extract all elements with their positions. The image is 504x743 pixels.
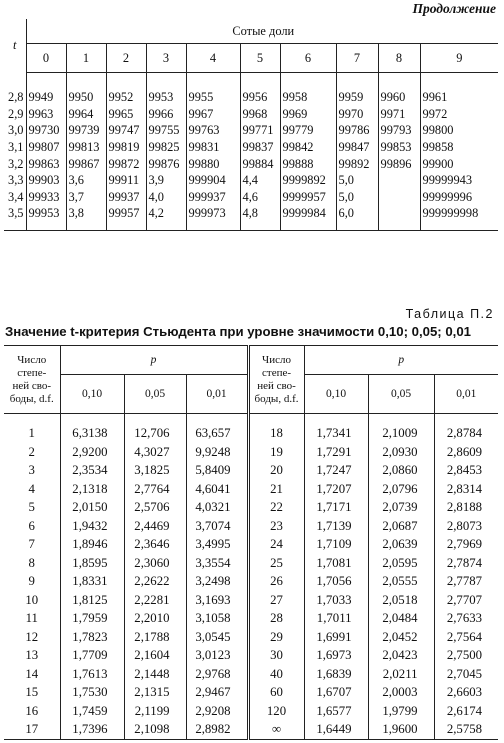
value-cell: 9965 xyxy=(106,106,146,123)
value-cell: 99837 xyxy=(240,139,280,156)
t-critical-cell: 2,0211 xyxy=(368,665,434,684)
t-critical-cell: 2,0452 xyxy=(368,628,434,647)
t-critical-cell: 63,657 xyxy=(186,424,248,443)
t-critical-cell: 3,1825 xyxy=(124,461,186,480)
value-cell: 9958 xyxy=(280,89,336,106)
t-critical-cell: 5,8409 xyxy=(186,461,248,480)
value-cell: 9955 xyxy=(186,89,240,106)
df-cell: 60 xyxy=(248,683,304,702)
t-critical-cell: 1,7291 xyxy=(304,443,368,462)
df-cell: 11 xyxy=(25,611,38,626)
value-cell: 99847 xyxy=(336,139,378,156)
t-critical-cell: 2,1448 xyxy=(124,665,186,684)
t-critical-cell: 1,9600 xyxy=(368,720,434,739)
df-cell: 30 xyxy=(248,646,304,665)
df-cell: 29 xyxy=(248,628,304,647)
table-row xyxy=(4,205,498,222)
table-row xyxy=(4,720,498,739)
t-critical-cell: 1,7709 xyxy=(60,646,124,665)
value-cell: 99911 xyxy=(106,172,146,189)
t-critical-cell: 1,6991 xyxy=(304,628,368,647)
value-cell: 99900 xyxy=(420,155,498,172)
value-cell: 99807 xyxy=(28,140,60,155)
df-cell: 18 xyxy=(248,424,304,443)
t-critical-cell: 1,9432 xyxy=(60,517,124,536)
value-cell: 99730 xyxy=(28,123,60,138)
t-critical-cell: 2,7045 xyxy=(434,665,498,684)
t-critical-cell: 2,8073 xyxy=(434,517,498,536)
t-critical-cell: 2,0518 xyxy=(368,591,434,610)
df-cell: 15 xyxy=(25,685,39,700)
t-critical-cell: 2,7874 xyxy=(434,554,498,573)
table-row xyxy=(4,591,498,610)
df-cell: 8 xyxy=(28,555,35,570)
t-critical-cell: 1,7341 xyxy=(304,424,368,443)
value-cell: 99771 xyxy=(240,122,280,139)
table-row xyxy=(4,628,498,647)
table-row xyxy=(4,665,498,684)
t-critical-cell: 2,9208 xyxy=(186,702,248,721)
t-critical-cell: 2,7969 xyxy=(434,535,498,554)
t-value-cell: 3,0 xyxy=(4,122,26,139)
df-cell: 10 xyxy=(25,592,39,607)
column-header: 5 xyxy=(240,44,280,73)
t-critical-cell: 2,6603 xyxy=(434,683,498,702)
t-critical-cell: 1,7081 xyxy=(304,554,368,573)
p-header-right: p xyxy=(304,346,498,375)
value-cell: 9999957 xyxy=(280,189,336,206)
t-critical-cell: 1,7139 xyxy=(304,517,368,536)
value-cell: 999937 xyxy=(186,189,240,206)
t-critical-cell: 1,7959 xyxy=(60,609,124,628)
value-cell: 99903 xyxy=(28,173,60,188)
t-critical-cell: 1,7823 xyxy=(60,628,124,647)
df-cell: 19 xyxy=(248,443,304,462)
student-t-table xyxy=(4,345,498,740)
t-critical-cell: 2,7633 xyxy=(434,609,498,628)
value-cell: 9966 xyxy=(146,106,186,123)
value-cell: 99892 xyxy=(336,155,378,172)
t-critical-cell: 2,0484 xyxy=(368,609,434,628)
t-critical-cell: 1,7109 xyxy=(304,535,368,554)
column-header: 8 xyxy=(378,44,420,73)
value-cell: 9960 xyxy=(378,89,420,106)
df-cell: 40 xyxy=(248,665,304,684)
value-cell: 9971 xyxy=(378,106,420,123)
table-row xyxy=(4,702,498,721)
t-critical-cell: 2,1604 xyxy=(124,646,186,665)
value-cell: 9964 xyxy=(66,106,106,123)
t-critical-cell: 2,2281 xyxy=(124,591,186,610)
column-header: 3 xyxy=(146,44,186,73)
t-value-cell: 3,4 xyxy=(4,189,26,206)
value-cell: 9953 xyxy=(146,89,186,106)
value-cell: 9963 xyxy=(28,106,54,121)
t-critical-cell: 2,0687 xyxy=(368,517,434,536)
df-cell: 20 xyxy=(248,461,304,480)
t-critical-cell: 1,7056 xyxy=(304,572,368,591)
t-critical-cell: 1,9799 xyxy=(368,702,434,721)
t-critical-cell: 2,0150 xyxy=(60,498,124,517)
value-cell: 999904 xyxy=(186,172,240,189)
value-cell: 9956 xyxy=(240,89,280,106)
value-cell: 99999943 xyxy=(420,172,498,189)
table-row xyxy=(4,554,498,573)
value-cell: 9968 xyxy=(240,106,280,123)
value-cell: 99896 xyxy=(378,155,420,172)
value-cell: 4,0 xyxy=(146,189,186,206)
t-critical-cell: 2,9200 xyxy=(60,443,124,462)
p-level-left: 0,05 xyxy=(124,375,186,414)
t-critical-cell: 2,3646 xyxy=(124,535,186,554)
df-cell: 27 xyxy=(248,591,304,610)
t-critical-cell: 2,1009 xyxy=(368,424,434,443)
value-cell: 99763 xyxy=(186,122,240,139)
df-cell: 1 xyxy=(28,426,35,441)
value-cell: 99933 xyxy=(28,189,60,204)
t-critical-cell: 2,0739 xyxy=(368,498,434,517)
df-cell: 14 xyxy=(25,666,39,681)
value-cell: 99957 xyxy=(106,205,146,222)
t-critical-cell: 3,1693 xyxy=(186,591,248,610)
value-cell: 99863 xyxy=(28,156,60,171)
table-row xyxy=(4,683,498,702)
t-critical-cell: 3,4995 xyxy=(186,535,248,554)
value-cell: 99747 xyxy=(106,122,146,139)
t-critical-cell: 1,7011 xyxy=(304,609,368,628)
df-cell: 4 xyxy=(28,481,35,496)
t-critical-cell: 2,7787 xyxy=(434,572,498,591)
value-cell: 99880 xyxy=(186,155,240,172)
value-cell: 3,9 xyxy=(146,172,186,189)
df-cell: 3 xyxy=(28,463,35,478)
t-critical-cell: 2,7707 xyxy=(434,591,498,610)
table-row xyxy=(4,89,498,106)
t-critical-cell: 2,9768 xyxy=(186,665,248,684)
t-critical-cell: 1,8946 xyxy=(60,535,124,554)
group-header: Сотые доли xyxy=(26,19,498,44)
p-level-left: 0,01 xyxy=(186,375,248,414)
p-level-right: 0,01 xyxy=(434,375,498,414)
column-header: 6 xyxy=(280,44,336,73)
column-header: 1 xyxy=(66,44,106,73)
t-critical-cell: 2,1788 xyxy=(124,628,186,647)
df-cell: 2 xyxy=(28,444,35,459)
t-critical-cell: 1,7247 xyxy=(304,461,368,480)
df-cell: 25 xyxy=(248,554,304,573)
p-header-left: p xyxy=(60,346,248,375)
t-critical-cell: 1,7396 xyxy=(60,720,124,739)
value-cell: 9970 xyxy=(336,106,378,123)
t-critical-cell: 6,3138 xyxy=(60,424,124,443)
t-value-cell: 3,1 xyxy=(4,139,26,156)
column-header: 7 xyxy=(336,44,378,73)
table-title: Значение t-критерия Стьюдента при уровне значимости 0,10; 0,05; 0,01 xyxy=(5,324,472,339)
p-level-right: 0,10 xyxy=(304,375,368,414)
value-cell: 99853 xyxy=(378,139,420,156)
t-critical-cell: 1,7613 xyxy=(60,665,124,684)
table-row xyxy=(4,498,498,517)
value-cell: 9999984 xyxy=(280,205,336,222)
t-critical-cell: 2,4469 xyxy=(124,517,186,536)
value-cell: 9949 xyxy=(28,90,54,105)
t-value-cell: 2,8 xyxy=(4,89,26,106)
t-critical-cell: 2,1315 xyxy=(124,683,186,702)
t-critical-cell: 2,2622 xyxy=(124,572,186,591)
t-critical-cell: 2,3060 xyxy=(124,554,186,573)
t-critical-cell: 2,7500 xyxy=(434,646,498,665)
t-value-cell: 2,9 xyxy=(4,106,26,123)
value-cell: 9972 xyxy=(420,106,498,123)
t-critical-cell: 2,8314 xyxy=(434,480,498,499)
t-critical-cell: 1,6839 xyxy=(304,665,368,684)
value-cell: 9961 xyxy=(420,89,498,106)
t-critical-cell: 1,7530 xyxy=(60,683,124,702)
t-value-cell: 3,2 xyxy=(4,155,26,172)
value-cell xyxy=(378,189,420,206)
value-cell: 9959 xyxy=(336,89,378,106)
value-cell: 9950 xyxy=(66,89,106,106)
t-critical-cell: 1,6707 xyxy=(304,683,368,702)
table-row xyxy=(4,517,498,536)
t-critical-cell: 2,7564 xyxy=(434,628,498,647)
normal-distribution-table-continued xyxy=(4,19,498,231)
t-critical-cell: 2,1098 xyxy=(124,720,186,739)
t-critical-cell: 2,8453 xyxy=(434,461,498,480)
t-value-cell: 3,5 xyxy=(4,205,26,222)
value-cell: 5,0 xyxy=(336,172,378,189)
continuation-label: Продолжение xyxy=(412,1,496,16)
t-critical-cell: 2,8188 xyxy=(434,498,498,517)
df-cell: 26 xyxy=(248,572,304,591)
value-cell: 99842 xyxy=(280,139,336,156)
t-critical-cell: 1,8331 xyxy=(60,572,124,591)
df-cell: 5 xyxy=(28,500,35,515)
value-cell: 9969 xyxy=(280,106,336,123)
df-cell: 6 xyxy=(28,518,35,533)
value-cell: 99793 xyxy=(378,122,420,139)
t-value-cell: 3,3 xyxy=(4,172,26,189)
t-critical-cell: 2,0003 xyxy=(368,683,434,702)
column-header: 0 xyxy=(26,44,66,73)
table-label: Таблица П.2 xyxy=(405,307,494,321)
df-cell: 21 xyxy=(248,480,304,499)
df-cell: 22 xyxy=(248,498,304,517)
p-level-left: 0,10 xyxy=(60,375,124,414)
t-critical-cell: 1,8595 xyxy=(60,554,124,573)
t-critical-cell: 2,9467 xyxy=(186,683,248,702)
df-cell: 7 xyxy=(28,537,35,552)
value-cell: 99937 xyxy=(106,189,146,206)
value-cell: 4,4 xyxy=(240,172,280,189)
value-cell: 99755 xyxy=(146,122,186,139)
t-critical-cell: 2,0930 xyxy=(368,443,434,462)
df-cell: 17 xyxy=(4,720,60,739)
t-critical-cell: 2,0796 xyxy=(368,480,434,499)
t-critical-cell: 1,6577 xyxy=(304,702,368,721)
t-critical-cell: 1,7207 xyxy=(304,480,368,499)
value-cell: 99858 xyxy=(420,139,498,156)
value-cell: 99800 xyxy=(420,122,498,139)
p-level-right: 0,05 xyxy=(368,375,434,414)
df-cell: 24 xyxy=(248,535,304,554)
table-row xyxy=(4,609,498,628)
df-cell: 9 xyxy=(28,574,35,589)
table-row xyxy=(4,443,498,462)
t-critical-cell: 1,6973 xyxy=(304,646,368,665)
df-header-left: Число степе- ней сво- боды, d.f. xyxy=(4,346,60,414)
value-cell: 99813 xyxy=(66,139,106,156)
t-critical-cell: 2,2010 xyxy=(124,609,186,628)
value-cell: 3,7 xyxy=(66,189,106,206)
t-critical-cell: 2,8784 xyxy=(434,424,498,443)
t-critical-cell: 3,3554 xyxy=(186,554,248,573)
table-row xyxy=(4,189,498,206)
value-cell: 3,6 xyxy=(66,172,106,189)
value-cell: 99867 xyxy=(66,155,106,172)
t-critical-cell: 9,9248 xyxy=(186,443,248,462)
table-row xyxy=(4,122,498,139)
df-cell: 120 xyxy=(248,702,304,721)
value-cell: 99953 xyxy=(28,206,60,221)
t-critical-cell: 2,0595 xyxy=(368,554,434,573)
t-critical-cell: 2,7764 xyxy=(124,480,186,499)
df-cell: 28 xyxy=(248,609,304,628)
t-critical-cell: 2,1318 xyxy=(60,480,124,499)
value-cell: 9999892 xyxy=(280,172,336,189)
column-header: 2 xyxy=(106,44,146,73)
t-critical-cell: 2,5706 xyxy=(124,498,186,517)
t-critical-cell: 3,1058 xyxy=(186,609,248,628)
t-critical-cell: 3,7074 xyxy=(186,517,248,536)
value-cell xyxy=(378,205,420,222)
value-cell: 6,0 xyxy=(336,205,378,222)
table-row xyxy=(4,139,498,156)
value-cell: 99819 xyxy=(106,139,146,156)
df-cell: 13 xyxy=(25,648,39,663)
t-critical-cell: 3,0123 xyxy=(186,646,248,665)
value-cell: 4,6 xyxy=(240,189,280,206)
t-critical-cell: 3,2498 xyxy=(186,572,248,591)
t-critical-cell: 1,7033 xyxy=(304,591,368,610)
t-critical-cell: 2,8982 xyxy=(186,720,248,739)
t-critical-cell: 1,8125 xyxy=(60,591,124,610)
t-header: t xyxy=(4,19,26,73)
t-critical-cell: 12,706 xyxy=(124,424,186,443)
value-cell: 99739 xyxy=(66,122,106,139)
t-critical-cell: 2,1199 xyxy=(124,702,186,721)
value-cell: 99884 xyxy=(240,155,280,172)
t-critical-cell: 4,6041 xyxy=(186,480,248,499)
value-cell: 99872 xyxy=(106,155,146,172)
table-row xyxy=(4,535,498,554)
df-cell: 23 xyxy=(248,517,304,536)
value-cell: 999973 xyxy=(186,205,240,222)
table-row xyxy=(4,172,498,189)
t-critical-cell: 1,7459 xyxy=(60,702,124,721)
table-row xyxy=(4,106,498,123)
value-cell: 99999996 xyxy=(420,189,498,206)
df-cell: 12 xyxy=(25,629,39,644)
df-cell: 16 xyxy=(25,703,39,718)
df-header-right: Число степе- ней сво- боды, d.f. xyxy=(248,346,304,414)
t-critical-cell: 2,0555 xyxy=(368,572,434,591)
t-critical-cell: 2,5758 xyxy=(434,720,498,739)
value-cell: 5,0 xyxy=(336,189,378,206)
t-critical-cell: 4,3027 xyxy=(124,443,186,462)
column-header: 4 xyxy=(186,44,240,73)
table-row xyxy=(4,424,498,443)
t-critical-cell: 4,0321 xyxy=(186,498,248,517)
value-cell: 99825 xyxy=(146,139,186,156)
t-critical-cell: 3,0545 xyxy=(186,628,248,647)
value-cell: 9967 xyxy=(186,106,240,123)
df-cell: ∞ xyxy=(248,720,304,739)
t-critical-cell: 2,0423 xyxy=(368,646,434,665)
t-critical-cell: 2,6174 xyxy=(434,702,498,721)
t-critical-cell: 1,7171 xyxy=(304,498,368,517)
table-row xyxy=(4,155,498,172)
value-cell: 99888 xyxy=(280,155,336,172)
value-cell: 4,8 xyxy=(240,205,280,222)
value-cell: 99779 xyxy=(280,122,336,139)
value-cell: 3,8 xyxy=(66,205,106,222)
value-cell: 9952 xyxy=(106,89,146,106)
table-row xyxy=(4,646,498,665)
value-cell: 99786 xyxy=(336,122,378,139)
value-cell xyxy=(378,172,420,189)
column-header: 9 xyxy=(420,44,498,73)
table-row xyxy=(4,572,498,591)
t-critical-cell: 2,3534 xyxy=(60,461,124,480)
t-critical-cell: 1,6449 xyxy=(304,720,368,739)
t-critical-cell: 2,0860 xyxy=(368,461,434,480)
t-critical-cell: 2,8609 xyxy=(434,443,498,462)
table-row xyxy=(4,461,498,480)
value-cell: 99876 xyxy=(146,155,186,172)
t-critical-cell: 2,0639 xyxy=(368,535,434,554)
value-cell: 999999998 xyxy=(420,205,498,222)
value-cell: 99831 xyxy=(186,139,240,156)
table-row xyxy=(4,480,498,499)
value-cell: 4,2 xyxy=(146,205,186,222)
